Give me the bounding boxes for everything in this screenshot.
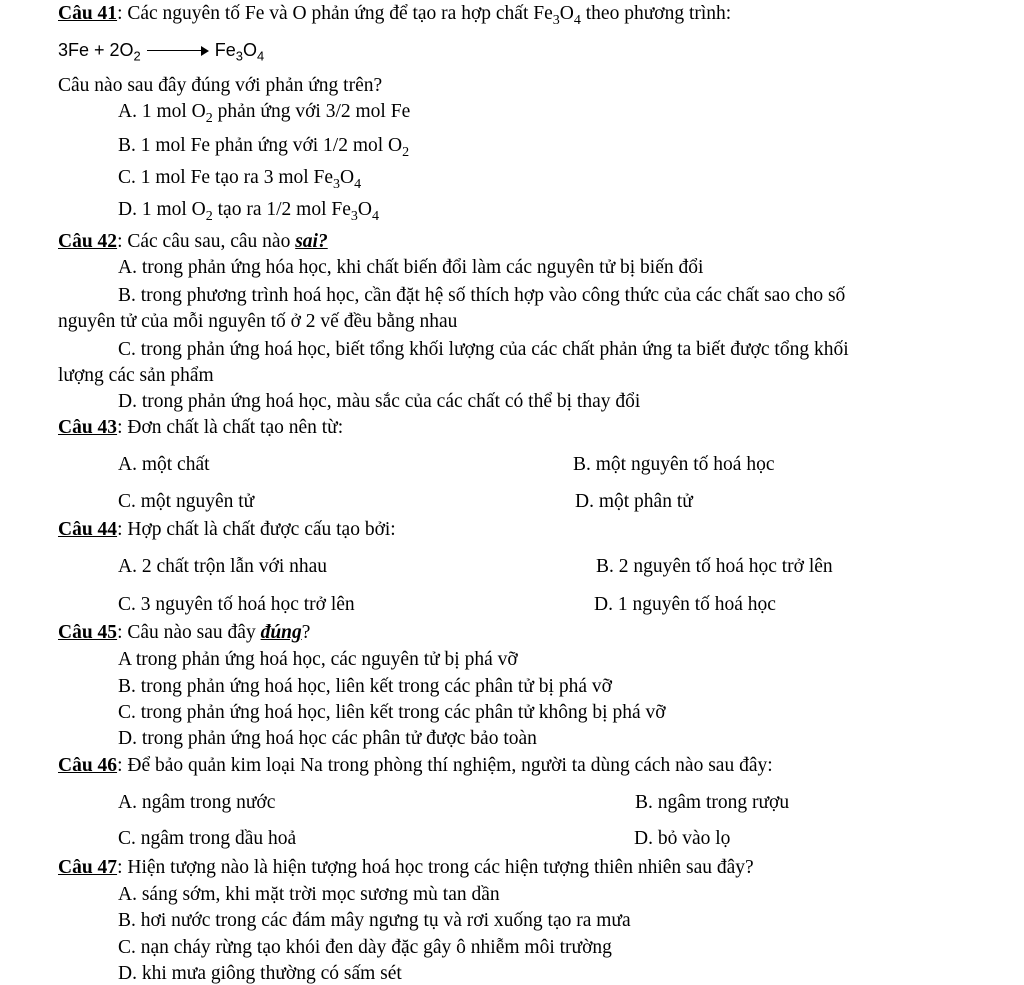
q43-label: Câu 43 — [58, 417, 118, 438]
q41-option-c[interactable]: C. 1 mol Fe tạo ra 3 mol $Fe_3O_4$ — [118, 167, 362, 192]
q46-option-c[interactable]: C. ngâm trong dầu hoả — [118, 828, 297, 849]
q45-option-d[interactable]: D. trong phản ứng hoá học các phân tử được bảo toàn — [118, 728, 537, 749]
q44-option-c[interactable]: C. 3 nguyên tố hoá học trở lên — [118, 594, 355, 615]
q41-option-b[interactable]: B. 1 mol Fe phản ứng với 1/2 mol $O_2$ — [118, 135, 410, 160]
q46-option-a[interactable]: A. ngâm trong nước — [118, 792, 276, 813]
q45-option-a[interactable]: A trong phản ứng hoá học, các nguyên tử bị phá vỡ — [118, 649, 518, 670]
q45-label: Câu 45 — [58, 622, 118, 643]
q44-option-b[interactable]: B. 2 nguyên tố hoá học trở lên — [596, 556, 833, 577]
q41-label: Câu 41 — [58, 3, 118, 24]
q41-equation: $3Fe + 2O_2$ $Fe_3O_4$ — [58, 40, 265, 64]
q43-option-c[interactable]: C. một nguyên tử — [118, 491, 255, 512]
q46-stem: Câu 46: Để bảo quản kim loại Na trong phòng thí nghiệm, người ta dùng cách nào sau đây: — [58, 755, 773, 776]
q41-option-d[interactable]: D. 1 mol $O_2$ tạo ra 1/2 mol $Fe_3O_4$ — [118, 199, 379, 224]
q46-label: Câu 46 — [58, 755, 118, 776]
q41-stem: Câu 41: Các nguyên tố Fe và O phản ứng để tạo ra hợp chất $Fe_3O_4$ theo phương trình: — [58, 3, 732, 28]
q45-option-b[interactable]: B. trong phản ứng hoá học, liên kết trong các phân tử bị phá vỡ — [118, 676, 612, 697]
reaction-arrow-icon — [147, 46, 209, 56]
q44-label: Câu 44 — [58, 519, 118, 540]
q43-option-b[interactable]: B. một nguyên tố hoá học — [573, 454, 775, 475]
q42-option-b-cont: nguyên tử của mỗi nguyên tố ở 2 vế đều bằng nhau — [58, 311, 458, 332]
q43-stem: Câu 43: Đơn chất là chất tạo nên từ: — [58, 417, 344, 438]
q47-stem: Câu 47: Hiện tượng nào là hiện tượng hoá học trong các hiện tượng thiên nhiên sau đây? — [58, 857, 754, 878]
q47-option-a[interactable]: A. sáng sớm, khi mặt trời mọc sương mù tan dần — [118, 884, 500, 905]
q47-option-b[interactable]: B. hơi nước trong các đám mây ngưng tụ và rơi xuống tạo ra mưa — [118, 910, 631, 931]
q43-option-a[interactable]: A. một chất — [118, 454, 210, 475]
q42-option-b[interactable]: B. trong phương trình hoá học, cần đặt hệ số thích hợp vào công thức của các chất sao cho số — [118, 285, 846, 306]
q42-option-c[interactable]: C. trong phản ứng hoá học, biết tổng khối lượng của các chất phản ứng ta biết được tổng khối — [118, 339, 849, 360]
q42-option-a[interactable]: A. trong phản ứng hóa học, khi chất biến đổi làm các nguyên tử bị biến đổi — [118, 257, 704, 278]
q44-stem: Câu 44: Hợp chất là chất được cấu tạo bởi: — [58, 519, 396, 540]
q42-label: Câu 42 — [58, 231, 118, 252]
q42-option-c-cont: lượng các sản phẩm — [58, 365, 214, 386]
q41-question: Câu nào sau đây đúng với phản ứng trên? — [58, 75, 383, 96]
q42-option-d[interactable]: D. trong phản ứng hoá học, màu sắc của các chất có thể bị thay đổi — [118, 391, 641, 412]
q44-option-d[interactable]: D. 1 nguyên tố hoá học — [594, 594, 776, 615]
q47-option-d[interactable]: D. khi mưa giông thường có sấm sét — [118, 963, 402, 984]
q42-stem: Câu 42: Các câu sau, câu nào sai? — [58, 231, 328, 252]
q41-option-a[interactable]: A. 1 mol $O_2$ phản ứng với 3/2 mol Fe — [118, 101, 411, 126]
q44-option-a[interactable]: A. 2 chất trộn lẫn với nhau — [118, 556, 328, 577]
q43-option-d[interactable]: D. một phân tử — [575, 491, 693, 512]
q45-option-c[interactable]: C. trong phản ứng hoá học, liên kết trong các phân tử không bị phá vỡ — [118, 702, 666, 723]
q47-option-c[interactable]: C. nạn cháy rừng tạo khói đen dày đặc gây ô nhiễm môi trường — [118, 937, 612, 958]
q47-label: Câu 47 — [58, 857, 118, 878]
q46-option-d[interactable]: D. bỏ vào lọ — [634, 828, 731, 849]
q46-option-b[interactable]: B. ngâm trong rượu — [635, 792, 790, 813]
q45-stem: Câu 45: Câu nào sau đây đúng? — [58, 622, 311, 643]
